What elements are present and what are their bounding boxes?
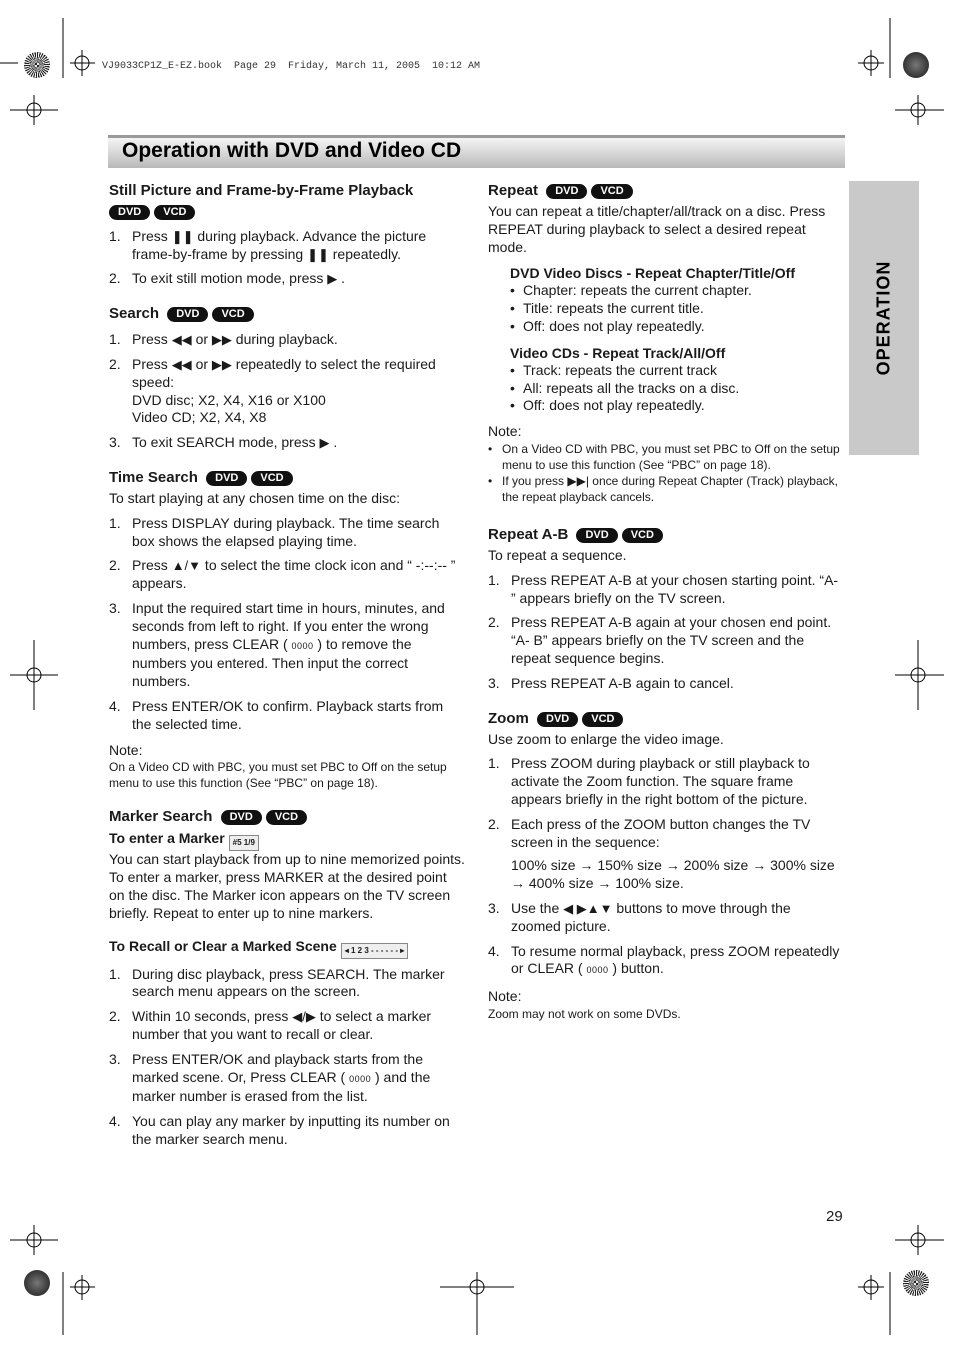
clear-button-icon: 0000 bbox=[349, 1073, 372, 1084]
page-title: Operation with DVD and Video CD bbox=[122, 139, 462, 162]
section-intro: To start playing at any chosen time on the disc: bbox=[109, 489, 401, 506]
vcd-badge: VCD bbox=[266, 810, 307, 825]
dvd-badge: DVD bbox=[537, 712, 578, 727]
list-item: 3. Use the ◀ ▶▲▼ buttons to move through the zoomed picture. bbox=[488, 899, 791, 934]
rewind-icon: ◀◀ bbox=[171, 332, 192, 348]
list-item: 4. You can play any marker by inputting its number on the marker search menu. bbox=[109, 1113, 450, 1147]
dvd-badge: DVD bbox=[109, 205, 150, 220]
list-item: 2. Each press of the ZOOM button changes the TV screen in the sequence: 100% size → 150% size → 200% size → 300% size → 400% size → 100% size. bbox=[488, 815, 835, 892]
section-intro: Use zoom to enlarge the video image. bbox=[488, 730, 724, 747]
side-tab bbox=[849, 181, 919, 455]
play-icon: ▶ bbox=[327, 271, 338, 287]
dvd-badge: DVD bbox=[221, 810, 262, 825]
clear-button-icon: 0000 bbox=[291, 640, 314, 651]
vcd-badge: VCD bbox=[251, 471, 292, 486]
list-item: 3. To exit SEARCH mode, press ▶ . bbox=[109, 434, 338, 451]
note-item: • On a Video CD with PBC, you must set PBC to Off on the setup menu to use this function (See “PBC” on page 18). bbox=[488, 441, 844, 473]
dvd-badge: DVD bbox=[576, 528, 617, 543]
list-item: 2. Press REPEAT A-B again at your chosen end point. “A- B” appears briefly on the TV screen and the repeat sequence begins. bbox=[488, 614, 832, 666]
list-item: 1. Press ❚❚ during playback. Advance the picture frame-by-frame by pressing ❚❚ repeatedly. bbox=[109, 227, 427, 262]
section-heading: Time Search bbox=[109, 468, 198, 486]
skip-next-icon: ▶▶| bbox=[567, 473, 589, 488]
section-heading: Repeat A-B bbox=[488, 525, 569, 543]
list-item: 2. Press ◀◀ or ▶▶ repeatedly to select the required speed: DVD disc; X2, X4, X16 or X100 Video CD; X2, X4, X8 bbox=[109, 355, 436, 426]
section-heading: Repeat bbox=[488, 182, 539, 199]
section-repeat bbox=[488, 181, 844, 505]
fast-forward-icon: ▶▶ bbox=[211, 356, 232, 372]
section-marker-search bbox=[109, 807, 465, 1148]
right-column bbox=[488, 181, 844, 1038]
list-item: • Chapter: repeats the current chapter. bbox=[510, 282, 844, 300]
list-item: • Off: does not play repeatedly. bbox=[510, 318, 844, 336]
list-item: 2. To exit still motion mode, press ▶ . bbox=[109, 270, 346, 287]
list-item: 3. Press REPEAT A-B again to cancel. bbox=[488, 674, 734, 691]
section-search bbox=[109, 304, 465, 452]
left-right-arrows-icon: ◀/▶ bbox=[292, 1009, 316, 1025]
badge-row bbox=[109, 203, 465, 221]
clear-button-icon: 0000 bbox=[586, 965, 609, 976]
list-item: 1. During disc playback, press SEARCH. The marker search menu appears on the screen. bbox=[109, 965, 445, 1000]
subsection-heading: Video CDs - Repeat Track/All/Off bbox=[510, 344, 726, 361]
list-item: 2. Within 10 seconds, press ◀/▶ to select a marker number that you want to recall or clear. bbox=[109, 1008, 432, 1042]
note-label: Note: bbox=[488, 988, 522, 1005]
subsection-heading: To Recall or Clear a Marked Scene bbox=[109, 937, 337, 954]
list-item: • Title: repeats the current title. bbox=[510, 300, 844, 318]
dvd-badge: DVD bbox=[546, 184, 587, 199]
list-item: 1. Press ZOOM during playback or still playback to activate the Zoom function. The square frame appears briefly in the right bottom of the picture. bbox=[488, 755, 810, 807]
list-item: 1. Press REPEAT A-B at your chosen starting point. “A- ” appears briefly on the TV screen. bbox=[488, 571, 839, 606]
marker-search-menu-icon: ◂ 1 2 3 - - - - - - ▸ bbox=[341, 943, 409, 959]
note-label: Note: bbox=[109, 741, 143, 758]
note-item: • If you press ▶▶| once during Repeat Chapter (Track) playback, the repeat playback cancels. bbox=[488, 473, 844, 505]
section-heading: Marker Search bbox=[109, 808, 213, 826]
page-number: 29 bbox=[826, 1208, 843, 1225]
book-header: VJ9033CP1Z_E-EZ.book Page 29 Friday, March 11, 2005 10:12 AM bbox=[102, 61, 481, 72]
section-time-search bbox=[109, 468, 465, 791]
vcd-badge: VCD bbox=[622, 528, 663, 543]
section-intro: To repeat a sequence. bbox=[488, 546, 627, 563]
pause-icon: ❚❚ bbox=[171, 228, 194, 244]
up-down-arrows-icon: ▲/▼ bbox=[171, 558, 202, 574]
subsection-heading: DVD Video Discs - Repeat Chapter/Title/Off bbox=[510, 265, 795, 282]
section-zoom bbox=[488, 709, 844, 1022]
list-item: 2. Press ▲/▼ to select the time clock icon and “ -:--:-- ” appears. bbox=[109, 557, 456, 592]
rewind-icon: ◀◀ bbox=[171, 356, 192, 372]
list-item: 1. Press ◀◀ or ▶▶ during playback. bbox=[109, 331, 338, 348]
list-item: 1. Press DISPLAY during playback. The time search box shows the elapsed playing time. bbox=[109, 514, 440, 549]
section-still-picture bbox=[109, 181, 465, 288]
vcd-badge: VCD bbox=[212, 307, 253, 322]
marker-enter-text: You can start playback from up to nine memorized points. To enter a marker, press MARKER at the desired point on the disc. The Marker icon appears on the TV screen briefly. Repeat to enter up to nine markers. bbox=[109, 851, 465, 921]
list-item: 3. Press ENTER/OK and playback starts from the marked scene. Or, Press CLEAR ( 0000 ) and the marker number is erased from the list. bbox=[109, 1050, 431, 1105]
list-item: • All: repeats all the tracks on a disc. bbox=[510, 380, 844, 398]
side-tab-label: OPERATION bbox=[873, 260, 894, 376]
list-item: 3. Input the required start time in hours, minutes, and seconds from left to right. If you enter the wrong numbers, press CLEAR ( 0000 ) to remove the numbers you entered. Then input the correct numbers. bbox=[109, 599, 445, 690]
vcd-badge: VCD bbox=[591, 184, 632, 199]
list-item: 4. To resume normal playback, press ZOOM repeatedly or CLEAR ( 0000 ) button. bbox=[488, 942, 840, 977]
section-heading: Search bbox=[109, 305, 160, 323]
section-heading: Still Picture and Frame-by-Frame Playback bbox=[109, 182, 414, 199]
subsection-heading: To enter a Marker bbox=[109, 830, 225, 847]
list-item: • Track: repeats the current track bbox=[510, 362, 844, 380]
list-item: • Off: does not play repeatedly. bbox=[510, 397, 844, 415]
fast-forward-icon: ▶▶ bbox=[211, 332, 232, 348]
section-heading: Zoom bbox=[488, 709, 529, 727]
marker-icon: #5 1/9 bbox=[229, 835, 259, 851]
vcd-badge: VCD bbox=[582, 712, 623, 727]
title-bar bbox=[108, 135, 845, 168]
left-column bbox=[109, 181, 465, 1165]
section-repeat-ab bbox=[488, 525, 844, 693]
note-label: Note: bbox=[488, 423, 522, 440]
section-intro: You can repeat a title/chapter/all/track on a disc. Press REPEAT during playback to select a desired repeat mode. bbox=[488, 203, 826, 255]
pause-icon: ❚❚ bbox=[307, 246, 329, 262]
vcd-badge: VCD bbox=[154, 205, 195, 220]
note-text: On a Video CD with PBC, you must set PBC to Off on the setup menu to use this function (See “PBC” on page 18). bbox=[109, 760, 447, 791]
play-icon: ▶ bbox=[319, 435, 330, 451]
note-text: Zoom may not work on some DVDs. bbox=[488, 1006, 681, 1021]
direction-arrows-icon: ◀ ▶▲▼ bbox=[563, 900, 613, 916]
dvd-badge: DVD bbox=[167, 307, 208, 322]
dvd-badge: DVD bbox=[206, 471, 247, 486]
list-item: 4. Press ENTER/OK to confirm. Playback starts from the selected time. bbox=[109, 697, 444, 732]
